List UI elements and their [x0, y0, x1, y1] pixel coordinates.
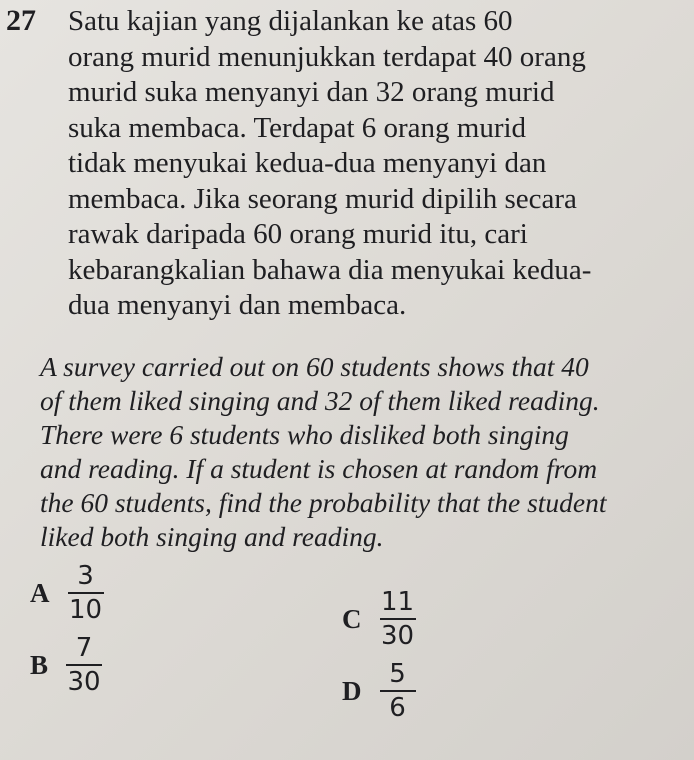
option-fraction: [68, 562, 104, 624]
fraction-numerator: 7: [75, 633, 93, 663]
fraction-denominator: 6: [389, 693, 406, 723]
malay-line: dua menyanyi dan membaca.: [68, 289, 407, 321]
option-a[interactable]: [30, 562, 104, 624]
malay-line: orang murid menunjukkan terdapat 40 orang: [68, 40, 586, 73]
malay-line: kebarangkalian bahawa dia menyukai kedua-: [68, 253, 592, 286]
option-letter: B: [30, 649, 49, 680]
malay-line: murid suka menyanyi dan 32 orang murid: [68, 76, 555, 108]
fraction-bar: [68, 592, 104, 594]
malay-line: rawak daripada 60 orang murid itu, cari: [68, 218, 528, 250]
english-line: the 60 students, find the probability that the student: [40, 487, 607, 518]
option-letter: A: [30, 577, 50, 608]
fraction-numerator: 11: [380, 587, 415, 617]
fraction-denominator: 10: [68, 595, 103, 625]
option-letter: D: [342, 675, 362, 706]
english-line: A survey carried out on 60 students shows that 40: [40, 351, 589, 382]
english-line: and reading. If a student is chosen at random from: [40, 453, 598, 484]
fraction-denominator: 30: [67, 667, 101, 697]
option-fraction: [380, 588, 416, 650]
malay-line: tidak menyukai kedua-dua menyanyi dan: [68, 147, 547, 179]
fraction-bar: [380, 618, 416, 620]
fraction-bar: [66, 664, 102, 666]
malay-line: suka membaca. Terdapat 6 orang murid: [68, 111, 527, 144]
english-line: liked both singing and reading.: [40, 521, 384, 552]
fraction-numerator: 5: [389, 659, 406, 689]
question-text-malay: [68, 4, 688, 324]
fraction-denominator: 30: [380, 621, 415, 651]
question-number: 27: [6, 4, 36, 37]
english-line: of them liked singing and 32 of them liked reading.: [40, 385, 600, 416]
malay-line: membaca. Jika seorang murid dipilih secara: [68, 182, 577, 215]
question-text-english: [40, 350, 690, 554]
option-fraction: [66, 634, 102, 696]
english-line: There were 6 students who disliked both singing: [40, 419, 569, 450]
option-c[interactable]: [342, 588, 416, 650]
option-d[interactable]: [342, 660, 416, 722]
fraction-bar: [380, 690, 416, 692]
option-b[interactable]: [30, 634, 102, 696]
option-letter: C: [342, 603, 362, 634]
option-fraction: [380, 660, 416, 722]
fraction-numerator: 3: [77, 561, 94, 591]
malay-line: Satu kajian yang dijalankan ke atas 60: [68, 5, 513, 37]
